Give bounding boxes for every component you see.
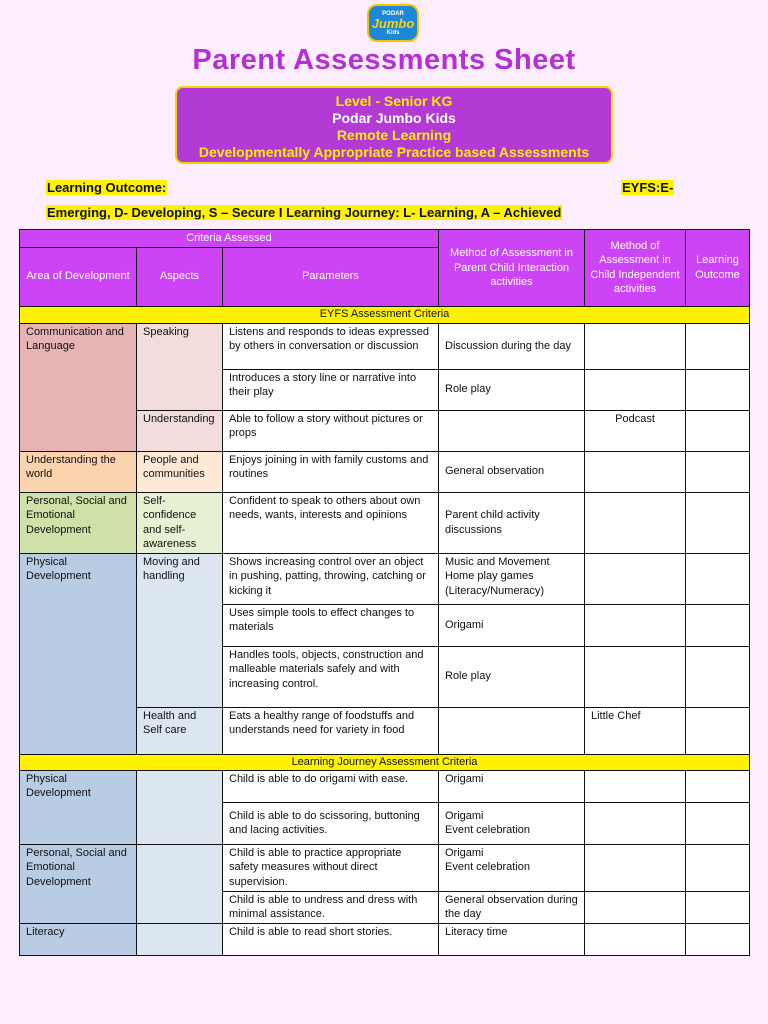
aspect-moving-handling: Moving and handling <box>137 553 223 707</box>
method-home-play: Home play games <box>445 570 534 582</box>
method-child-cell <box>585 451 686 492</box>
method-event-celebration: Event celebration <box>445 824 530 836</box>
method-parent-cell: Parent child activity discussions <box>439 492 585 553</box>
outcome-cell <box>686 604 750 646</box>
table-row <box>20 770 750 802</box>
method-child-cell <box>585 891 686 923</box>
table-row <box>20 323 750 369</box>
eyfs-label: EYFS:E- <box>622 180 674 195</box>
table-row <box>20 553 750 604</box>
method-child-cell <box>585 553 686 604</box>
outcome-cell <box>686 844 750 891</box>
parameter-cell: Uses simple tools to effect changes to materials <box>223 604 439 646</box>
journey-area-physical: Physical Development <box>20 770 137 844</box>
parameter-cell: Child is able to read short stories. <box>223 923 439 955</box>
method-child-cell <box>585 492 686 553</box>
journey-aspect-empty <box>137 770 223 844</box>
outcome-cell <box>686 707 750 754</box>
outcome-cell <box>686 410 750 451</box>
podar-jumbo-kids-logo <box>367 4 419 42</box>
outcome-cell <box>686 923 750 955</box>
outcome-cell <box>686 891 750 923</box>
assessment-legend: Emerging, D- Developing, S – Secure I Learning Journey: L- Learning, A – Achieved <box>47 205 562 220</box>
method-origami: Origami <box>445 809 484 822</box>
table-row <box>20 492 750 553</box>
learning-outcome-label: Learning Outcome: <box>47 180 167 195</box>
method-parent-cell <box>439 553 585 604</box>
aspect-understanding: Understanding <box>137 410 223 451</box>
method-child-cell <box>585 323 686 369</box>
aspect-people-communities: People and communities <box>137 451 223 492</box>
parameter-cell: Introduces a story line or narrative into their play <box>223 369 439 410</box>
aspect-health-selfcare: Health and Self care <box>137 707 223 754</box>
method-parent-cell: General observation <box>439 451 585 492</box>
method-parent-cell <box>439 844 585 891</box>
parameter-cell: Confident to speak to others about own needs, wants, interests and opinions <box>223 492 439 553</box>
method-origami: Origami <box>445 846 484 859</box>
journey-aspect-empty <box>137 923 223 955</box>
journey-area-personal-social: Personal, Social and Emotional Development <box>20 844 137 923</box>
parameter-cell: Eats a healthy range of foodstuffs and understands need for variety in food <box>223 707 439 754</box>
method-child-cell: Podcast <box>585 410 686 451</box>
parameters-header: Parameters <box>223 247 439 306</box>
area-physical: Physical Development <box>20 553 137 754</box>
method-child-cell <box>585 802 686 844</box>
method-parent-cell: Discussion during the day <box>439 323 585 369</box>
journey-area-literacy: Literacy <box>20 923 137 955</box>
table-row <box>20 844 750 891</box>
method-parent-cell: General observation during the day <box>439 891 585 923</box>
outcome-cell <box>686 553 750 604</box>
parameter-cell: Child is able to undress and dress with minimal assistance. <box>223 891 439 923</box>
parameter-cell: Child is able to do scissoring, buttoning and lacing activities. <box>223 802 439 844</box>
outcome-cell <box>686 646 750 707</box>
parameter-cell: Child is able to do origami with ease. <box>223 770 439 802</box>
method-child-cell <box>585 604 686 646</box>
method-child-cell <box>585 770 686 802</box>
logo-line-3: Kids <box>386 29 400 36</box>
outcome-cell <box>686 770 750 802</box>
parameter-cell: Child is able to practice appropriate safety measures without direct supervision. <box>223 844 439 891</box>
parameter-cell: Shows increasing control over an object in pushing, patting, throwing, catching or kicking it <box>223 553 439 604</box>
area-personal-social: Personal, Social and Emotional Development <box>20 492 137 553</box>
method-music-movement: Music and Movement <box>445 555 550 568</box>
parameter-cell: Handles tools, objects, construction and malleable materials safely and with increasing control. <box>223 646 439 707</box>
method-parent-cell <box>439 802 585 844</box>
parameter-cell: Listens and responds to ideas expressed by others in conversation or discussion <box>223 323 439 369</box>
method-parent-cell: Role play <box>439 646 585 707</box>
assessment-table <box>19 229 750 956</box>
area-header: Area of Development <box>20 247 137 306</box>
logo-line-2: Jumbo <box>371 15 415 31</box>
method-parent-cell <box>439 707 585 754</box>
criteria-assessed-header: Criteria Assessed <box>20 230 439 248</box>
parameter-cell: Able to follow a story without pictures or props <box>223 410 439 451</box>
method-child-cell <box>585 369 686 410</box>
learning-outcome-header: Learning Outcome <box>686 230 750 307</box>
info-banner <box>175 86 613 164</box>
aspects-header: Aspects <box>137 247 223 306</box>
banner-level: Level - Senior KG <box>335 93 453 109</box>
method-event-celebration: Event celebration <box>445 861 530 873</box>
method-parent-cell: Literacy time <box>439 923 585 955</box>
banner-subtitle: Developmentally Appropriate Practice based Assessments <box>198 144 590 160</box>
outcome-cell <box>686 492 750 553</box>
eyfs-section-header: EYFS Assessment Criteria <box>20 306 750 323</box>
logo-line-1: PODAR <box>382 10 404 17</box>
parameter-cell: Enjoys joining in with family customs and routines <box>223 451 439 492</box>
method-child-cell <box>585 923 686 955</box>
learning-journey-section-header: Learning Journey Assessment Criteria <box>20 754 750 770</box>
method-parent-cell <box>439 410 585 451</box>
method-parent-cell: Origami <box>439 770 585 802</box>
aspect-speaking: Speaking <box>137 323 223 410</box>
method-child-header: Method of Assessment in Child Independent activities <box>585 230 686 307</box>
banner-school: Podar Jumbo Kids <box>332 110 456 126</box>
outcome-cell <box>686 323 750 369</box>
area-understanding-world: Understanding the world <box>20 451 137 492</box>
outcome-cell <box>686 451 750 492</box>
method-parent-header: Method of Assessment in Parent Child Interaction activities <box>439 230 585 307</box>
outcome-cell <box>686 369 750 410</box>
table-row <box>20 923 750 955</box>
outcome-cell <box>686 802 750 844</box>
method-parent-cell: Role play <box>439 369 585 410</box>
method-child-cell <box>585 646 686 707</box>
journey-aspect-empty <box>137 844 223 923</box>
page-title: Parent Assessments Sheet <box>192 44 576 76</box>
method-parent-cell: Origami <box>439 604 585 646</box>
method-literacy-numeracy: (Literacy/Numeracy) <box>445 584 545 597</box>
area-communication: Communication and Language <box>20 323 137 451</box>
method-child-cell: Little Chef <box>585 707 686 754</box>
banner-mode: Remote Learning <box>336 127 452 143</box>
table-row <box>20 451 750 492</box>
method-child-cell <box>585 844 686 891</box>
aspect-self-confidence: Self-confidence and self-awareness <box>137 492 223 553</box>
